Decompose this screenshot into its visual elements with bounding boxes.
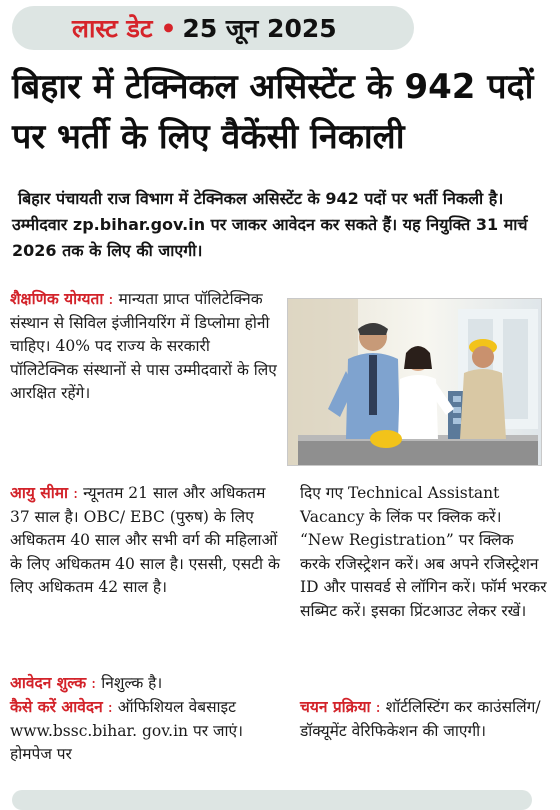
label-colon: : xyxy=(103,290,119,308)
fee-text: निशुल्क है। xyxy=(101,674,163,692)
education-text: मान्यता प्राप्त पॉलिटेक्निक संस्थान से सिविल इंजीनियरिंग में डिप्लोमा होनी चाहिए। 40% पद राज्य के सरकारी पॉलिटेक्निक संस्थानों से पास उम्मीदवारों के लिए आरक्षित रहेंगे। xyxy=(10,290,277,402)
deadline-date: 25 जून 2025 xyxy=(182,14,337,43)
selection-section xyxy=(300,696,548,743)
age-label: आयु सीमा xyxy=(10,484,69,502)
how-to-apply-section xyxy=(10,696,286,767)
photo-illustration xyxy=(288,299,541,465)
deadline-label: लास्ट डेट xyxy=(72,14,153,43)
fee-label: आवेदन शुल्क xyxy=(10,674,87,692)
label-colon: : xyxy=(370,698,386,716)
age-section xyxy=(10,482,286,600)
selection-label: चयन प्रक्रिया xyxy=(300,698,371,716)
intro-paragraph: बिहार पंचायती राज विभाग में टेक्निकल असिस्टेंट के 942 पदों पर भर्ती निकली है। उम्मीदवार zp.bihar.gov.in पर जाकर आवेदन कर सकते हैं। यह नियुक्ति 31 मार्च 2026 तक के लिए की जाएगी। xyxy=(12,189,528,260)
label-colon: : xyxy=(68,484,84,502)
education-label: शैक्षणिक योग्यता xyxy=(10,290,104,308)
age-text: न्यूनतम 21 साल और अधिकतम 37 साल है। OBC/ EBC (पुरुष) के लिए अधिकतम 40 साल और सभी वर्ग की महिलाओं के लिए अधिकतम 40 साल है। एससी, एसटी के लिए अधिकतम 42 साल है। xyxy=(10,484,280,596)
how-to-apply-text: ऑफिशियल वेबसाइट www.bssc.bihar. gov.in पर जाएं। होमपेज पर xyxy=(10,698,243,763)
deadline-banner xyxy=(12,6,414,50)
education-section xyxy=(10,288,282,406)
label-colon: : xyxy=(102,698,118,716)
next-section-tab xyxy=(12,790,532,810)
fee-section xyxy=(10,672,286,696)
how-to-apply-continued: दिए गए Technical Assistant Vacancy के लिंक पर क्लिक करें। “New Registration” पर क्लिक करके रजिस्ट्रेशन करें। अब अपने रजिस्ट्रेशन ID और पासवर्ड से लॉगिन करें। फॉर्म भरकर सब्मिट करें। इसका प्रिंटआउट लेकर रखें। xyxy=(300,484,547,620)
bullet-dot: • xyxy=(160,13,177,43)
how-to-apply-label: कैसे करें आवेदन xyxy=(10,698,103,716)
headline: बिहार में टेक्निकल असिस्टेंट के 942 पदों पर भर्ती के लिए वैकेंसी निकाली xyxy=(12,67,534,157)
selection-text: शॉर्टलिस्टिंग कर काउंसलिंग/डॉक्यूमेंट वेरिफिकेशन की जाएगी। xyxy=(300,698,541,740)
label-colon: : xyxy=(86,674,102,692)
office-team-photo xyxy=(287,298,542,466)
